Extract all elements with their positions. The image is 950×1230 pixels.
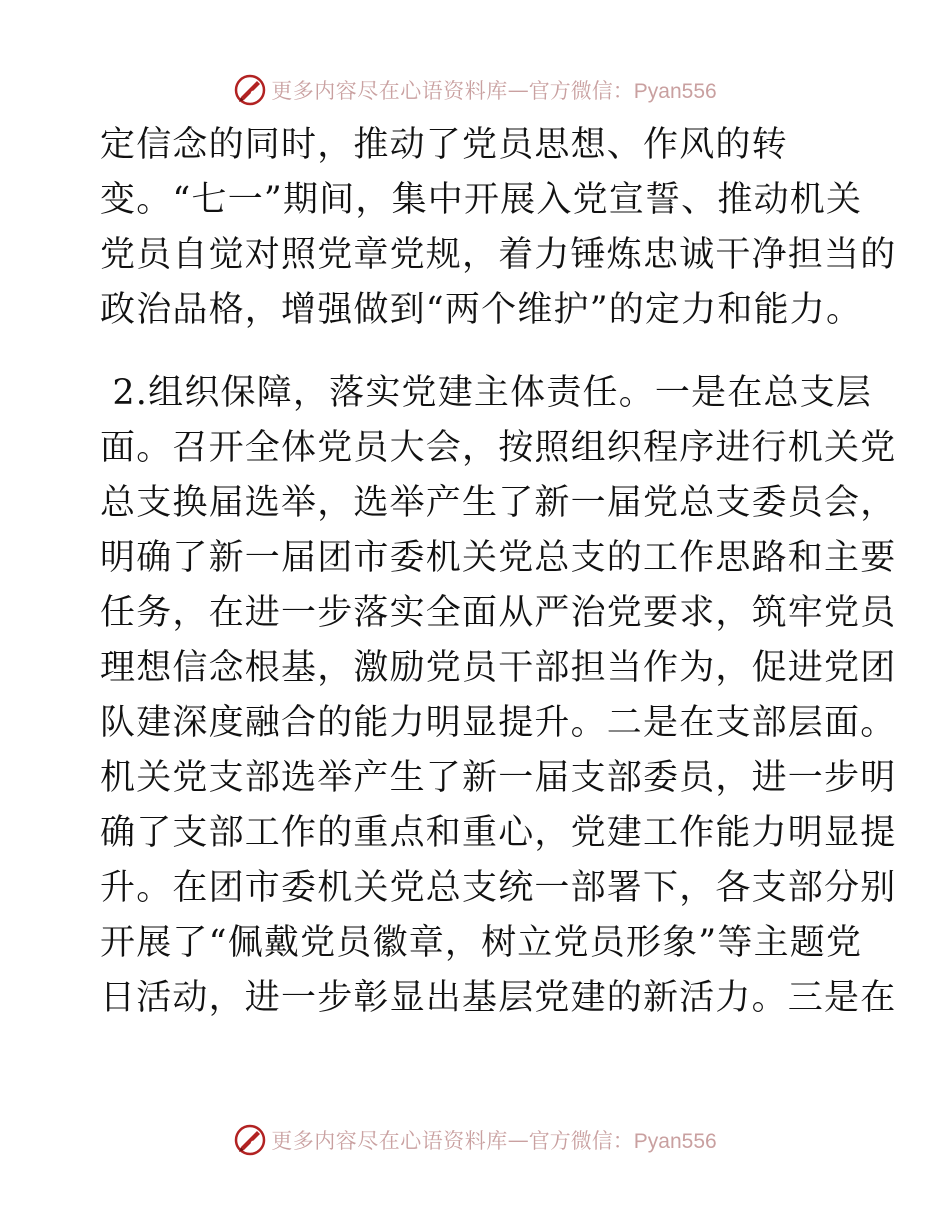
text-line: 升。在团市委机关党总支统一部署下，各支部分别 (100, 868, 897, 908)
paragraph-2 (100, 366, 897, 1026)
paragraph-1 (100, 118, 897, 338)
watermark-contact-id: Pyan556 (633, 1130, 717, 1153)
text-line: 面。召开全体党员大会，按照组织程序进行机关党 (100, 428, 897, 468)
watermark-contact (529, 75, 717, 105)
pen-logo-icon (233, 1123, 267, 1157)
text-line: 政治品格，增强做到“两个维护”的定力和能力。 (100, 290, 863, 330)
watermark-contact (529, 1125, 717, 1155)
text-line: 确了支部工作的重点和重心，党建工作能力明显提 (100, 813, 897, 853)
text-line: 理想信念根基，激励党员干部担当作为，促进党团 (100, 648, 897, 688)
text-line: 开展了“佩戴党员徽章，树立党员形象”等主题党 (100, 923, 863, 963)
footer-watermark (0, 1120, 950, 1160)
header-watermark (0, 70, 950, 110)
watermark-text: 更多内容尽在心语资料库 (271, 1129, 508, 1153)
watermark-contact-label: 官方微信： (528, 1129, 634, 1153)
document-body (100, 118, 897, 1026)
watermark-separator: — (507, 78, 529, 102)
text-line: 党员自觉对照党章党规，着力锤炼忠诚干净担当的 (100, 235, 897, 275)
text-line: 明确了新一届团市委机关党总支的工作思路和主要 (100, 538, 897, 578)
text-line: 总支换届选举，选举产生了新一届党总支委员会， (100, 483, 897, 523)
watermark-contact-id: Pyan556 (633, 80, 717, 103)
text-line: 任务，在进一步落实全面从严治党要求，筑牢党员 (100, 593, 897, 633)
paragraph-gap (100, 338, 850, 366)
text-line: 2.组织保障，落实党建主体责任。一是在总支层 (100, 373, 873, 413)
text-line: 日活动，进一步彰显出基层党建的新活力。三是在 (100, 978, 897, 1018)
watermark-text: 更多内容尽在心语资料库 (271, 79, 508, 103)
pen-logo-icon (233, 73, 267, 107)
text-line: 机关党支部选举产生了新一届支部委员，进一步明 (100, 758, 897, 798)
text-line: 定信念的同时，推动了党员思想、作风的转 (100, 125, 788, 165)
watermark-separator: — (507, 1128, 529, 1152)
watermark-contact-label: 官方微信： (528, 79, 634, 103)
text-line: 队建深度融合的能力明显提升。二是在支部层面。 (100, 703, 897, 743)
text-line: 变。“七一”期间，集中开展入党宣誓、推动机关 (100, 180, 863, 220)
